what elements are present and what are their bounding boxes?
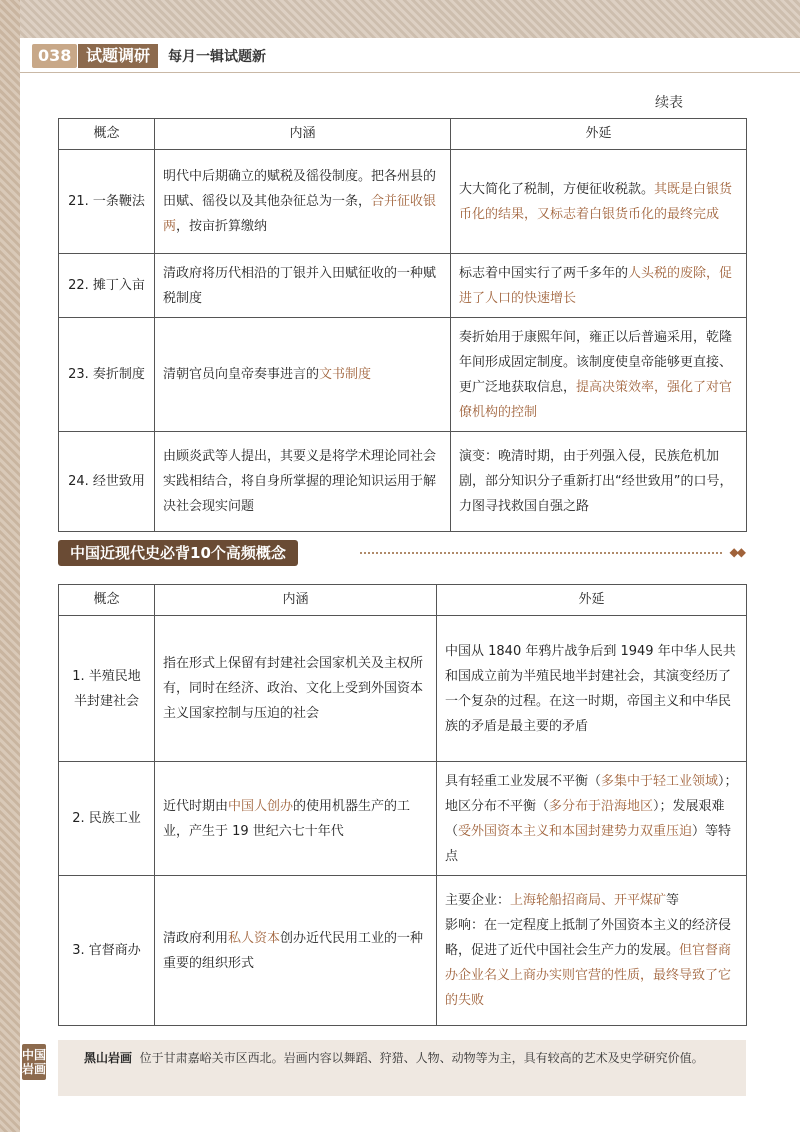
page-header [20,38,800,73]
header-concept: 概念 [59,585,155,616]
highlight-text: 上海轮船招商局、开平煤矿 [510,893,667,908]
body-text: 创办近代民用工业的一种重要的组织形式 [163,930,424,971]
body-text: 大大简化了税制，方便征收税款。 [459,181,655,197]
concept-cell: 2. 民族工业 [59,762,155,876]
header-neihan: 内涵 [155,119,451,150]
footer-term: 黑山岩画 [84,1051,133,1065]
body-text: 清朝官员向皇帝奏事进言的 [163,367,320,382]
table-row [59,876,747,1026]
body-text: 清政府利用 [163,930,229,946]
neihan-cell [155,318,451,432]
highlight-text: 受外国资本主义和本国封建势力双重压迫 [458,823,693,839]
header-waiyan: 外延 [437,585,747,616]
highlight-text: 合并征收银两 [163,194,437,234]
header-concept: 概念 [59,119,155,150]
concept-table-ancient [58,118,747,532]
page-number: 038 [32,44,77,68]
body-text: ）；发展艰难（ [445,798,725,839]
neihan-cell [155,254,451,318]
body-text: 指在形式上保留有封建社会国家机关及主权所有，同时在经济、政治、文化上受到外国资本主义国家控制与压迫的社会 [163,656,424,721]
left-decorative-stripe [0,0,20,1132]
waiyan-cell [451,318,747,432]
header-waiyan: 外延 [451,119,747,150]
waiyan-cell [451,254,747,318]
body-text: ）；地区分布不平衡（ [445,773,738,814]
table-row [59,616,747,762]
neihan-cell [155,150,451,254]
body-text: 演变：晚清时期，由于列强入侵，民族危机加剧，部分知识分子重新打出“经世致用”的口号，力图寻找救国自强之路 [459,449,733,514]
concept-cell: 1. 半殖民地半封建社会 [59,616,155,762]
body-text: ，按亩折算缴纳 [176,219,268,234]
body-text: 近代时期由 [163,798,229,814]
section-header [58,540,746,566]
highlight-text: 提高决策效率，强化了对官僚机构的控制 [459,379,733,420]
table-row [59,762,747,876]
side-tag: 中国岩画 [22,1044,46,1080]
waiyan-cell [437,616,747,762]
footer-text [84,1048,724,1068]
footer-description: 位于甘肃嘉峪关市区西北。岩画内容以舞蹈、狩猎、人物、动物等为主，具有较高的艺术及史学研究价值。 [139,1051,704,1065]
concept-cell: 23. 奏折制度 [59,318,155,432]
table-row [59,254,747,318]
body-text: 中国从 1840 年鸦片战争后到 1949 年中华人民共和国成立前为半殖民地半封建社会，其演变经历了一个复杂的过程。在这一时期，帝国主义和中华民族的矛盾是最主要的矛盾 [445,643,736,734]
waiyan-cell [451,150,747,254]
continued-label: 续表 [655,95,683,111]
concept-cell: 21. 一条鞭法 [59,150,155,254]
highlight-text: 私人资本 [228,930,281,946]
neihan-cell [155,616,437,762]
waiyan-cell [437,876,747,1026]
concept-cell: 24. 经世致用 [59,432,155,532]
neihan-cell [155,762,437,876]
body-text: 奏折始用于康熙年间，雍正以后普遍采用，乾隆年间形成固定制度。该制度使皇帝能够更直接、更广泛地获取信息， [459,329,733,395]
waiyan-cell [451,432,747,532]
highlight-text: 人头税的废除，促进了人口的快速增长 [459,265,733,306]
body-text: 明代中后期确立的赋税及徭役制度。把各州县的田赋、徭役以及其他杂征总为一条， [163,169,437,209]
neihan-cell [155,432,451,532]
concept-cell: 3. 官督商办 [59,876,155,1026]
body-text: 等 [666,893,680,908]
section-dotted-line [360,552,722,554]
neihan-cell [155,876,437,1026]
table-row [59,150,747,254]
issue-slogan: 每月一辑试题新 [168,49,266,65]
highlight-text: 文书制度 [319,367,372,382]
body-text: 主要企业： [445,893,511,908]
table-row [59,318,747,432]
body-text: 由顾炎武等人提出，其要义是将学术理论同社会实践相结合，将自身所掌握的理论知识运用于解决社会现实问题 [163,449,437,514]
body-text: 的使用机器生产的工业，产生于 19 世纪六七十年代 [163,798,411,839]
header-neihan: 内涵 [155,585,437,616]
body-text: 标志着中国实行了两千多年的 [459,265,629,281]
body-text: 清政府将历代相沿的丁银并入田赋征收的一种赋税制度 [163,265,437,306]
column-title: 试题调研 [78,44,158,68]
highlight-text: 多集中于轻工业领域 [601,773,719,789]
highlight-text: 多分布于沿海地区 [549,798,654,814]
table-header-row [59,119,747,150]
section-title: 中国近现代史必背10个高频概念 [58,540,298,566]
body-text: 具有轻重工业发展不平衡（ [445,773,602,789]
waiyan-cell [437,762,747,876]
highlight-text: 中国人创办 [228,798,294,814]
footer-note [58,1040,746,1096]
diamond-icon: ◆◆ [729,545,744,559]
highlight-text: 其既是白银货币化的结果，又标志着白银货币化的最终完成 [459,181,733,222]
highlight-text: 但官督商办企业名义上商办实则官营的性质，最终导致了它的失败 [445,943,732,1008]
body-text: ）等特点 [445,823,732,864]
concept-cell: 22. 摊丁入亩 [59,254,155,318]
table-row [59,432,747,532]
table-header-row [59,585,747,616]
concept-table-modern [58,584,747,1026]
top-decorative-band [20,0,800,38]
body-text: 影响：在一定程度上抵制了外国资本主义的经济侵略，促进了近代中国社会生产力的发展。 [445,918,732,958]
